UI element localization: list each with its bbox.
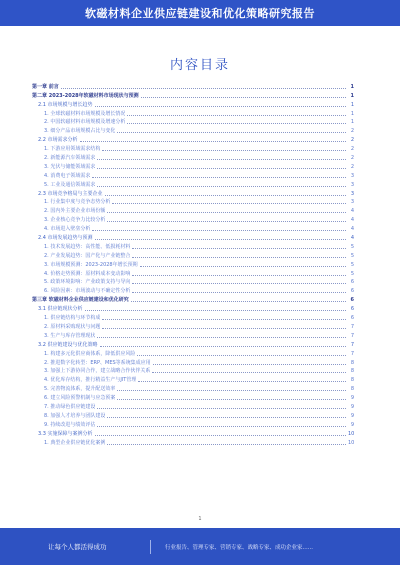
toc-entry-page: 5	[350, 243, 354, 250]
toc-entry[interactable]	[32, 153, 354, 162]
toc-leader-dots	[107, 417, 346, 418]
toc-entry[interactable]	[32, 189, 354, 198]
toc-entry-text: 2.1 市场规模与增长趋势	[38, 101, 93, 108]
toc-entry-page: 6	[350, 288, 354, 295]
header-bar	[0, 0, 400, 26]
footer-tagline: 行业报告、管理专家、营销专家、战略专家、成功企业家......	[165, 544, 313, 551]
toc-leader-dots	[140, 266, 346, 267]
toc-leader-dots	[97, 337, 346, 338]
toc-entry-text: 3. 光伏与储能领域需求	[44, 163, 96, 170]
toc-entry-text: 3.2 供应链建设与优化策略	[38, 341, 98, 348]
toc-entry-text: 4. 消费电子领域需求	[44, 172, 91, 179]
toc-entry[interactable]	[32, 233, 354, 242]
toc-entry[interactable]	[32, 215, 354, 224]
toc-entry[interactable]	[32, 118, 354, 127]
toc-entry-text: 第二章 2023-2028年软磁材料市场现状与预测	[32, 92, 139, 99]
toc-entry-text: 2. 中国软磁材料市场规模及增速分析	[44, 119, 126, 126]
toc-entry-text: 5. 工业及通信领域需求	[44, 181, 96, 188]
toc-entry[interactable]	[32, 135, 354, 144]
toc-entry-page: 6	[350, 315, 354, 322]
toc-entry-page: 5	[350, 261, 354, 268]
toc-entry-text: 2. 推进数字化转型：ERP、MES等系统集成应用	[44, 359, 151, 366]
toc-entry-page: 10	[348, 430, 354, 437]
toc-leader-dots	[138, 381, 346, 382]
toc-leader-dots	[105, 195, 346, 196]
toc-entry-page: 2	[350, 155, 354, 162]
toc-leader-dots	[95, 435, 346, 436]
toc-entry-text: 1. 全球软磁材料市场规模及增长情况	[44, 110, 126, 117]
toc-entry[interactable]	[32, 393, 354, 402]
toc-leader-dots	[80, 141, 346, 142]
toc-entry-page: 3	[350, 199, 354, 206]
toc-entry-text: 1. 供应链结构与环节构成	[44, 315, 101, 322]
toc-entry[interactable]	[32, 126, 354, 135]
toc-entry-text: 3. 企业核心竞争力比较分析	[44, 217, 106, 224]
toc-entry-text: 7. 推动绿色供应链建设	[44, 403, 96, 410]
toc-entry-text: 第三章 软磁材料企业供应链建设和优化研究	[32, 297, 129, 304]
toc-entry-text: 2. 产业发展趋势：国产化与产业链整合	[44, 252, 131, 259]
toc-entry-text: 3. 加强上下游协同合作，建立战略合作伙伴关系	[44, 368, 151, 375]
toc-entry-page: 7	[350, 323, 354, 330]
toc-leader-dots	[92, 177, 346, 178]
toc-entry-page: 2	[350, 163, 354, 170]
toc-leader-dots	[153, 364, 346, 365]
toc-leader-dots	[117, 399, 346, 400]
toc-entry[interactable]	[32, 286, 354, 295]
toc-entry-page: 8	[350, 368, 354, 375]
toc-entry-text: 3.3 实施保障与案例分析	[38, 430, 93, 437]
toc-leader-dots	[97, 168, 346, 169]
toc-entry[interactable]	[32, 340, 354, 349]
toc-entry[interactable]	[32, 91, 354, 100]
toc-entry[interactable]	[32, 242, 354, 251]
toc-entry-text: 3. 市场规模预测：2023-2028年增长预期	[44, 261, 138, 268]
toc-entry-text: 4. 市场进入壁垒分析	[44, 226, 91, 233]
toc-entry[interactable]	[32, 260, 354, 269]
toc-entry-text: 2. 国内外主要企业市场份额	[44, 208, 106, 215]
report-title: 软磁材料企业供应链建设和优化策略研究报告	[85, 7, 315, 20]
toc-entry[interactable]	[32, 402, 354, 411]
toc-entry-page: 4	[350, 217, 354, 224]
toc-entry[interactable]	[32, 349, 354, 358]
toc-entry-text: 4. 优化库存结构，推行精益生产与JIT管理	[44, 377, 137, 384]
toc-entry[interactable]	[32, 278, 354, 287]
toc-entry-text: 6. 建立风险预警机制与应急预案	[44, 395, 116, 402]
toc-entry-page: 6	[350, 306, 354, 313]
toc-entry[interactable]	[32, 82, 354, 91]
footer-slogan: 让每个人都活得成功	[48, 543, 107, 551]
toc-leader-dots	[127, 115, 346, 116]
toc-leader-dots	[117, 132, 346, 133]
toc-entry-text: 2. 新能源汽车领域需求	[44, 155, 96, 162]
toc-entry-page: 4	[350, 208, 354, 215]
toc-entry[interactable]	[32, 331, 354, 340]
toc-entry-page: 5	[350, 270, 354, 277]
toc-leader-dots	[95, 106, 346, 107]
toc-entry-page: 8	[350, 386, 354, 393]
toc-entry-text: 1. 技术发展趋势：高性能、低损耗材料	[44, 243, 131, 250]
toc-entry[interactable]	[32, 375, 354, 384]
toc-leader-dots	[92, 230, 346, 231]
toc-entry-page: 5	[350, 252, 354, 259]
toc-entry[interactable]	[32, 384, 354, 393]
toc-entry-page: 1	[350, 101, 354, 108]
toc-entry[interactable]	[32, 358, 354, 367]
toc-leader-dots	[152, 372, 346, 373]
toc-entry-page: 7	[350, 341, 354, 348]
toc-leader-dots	[107, 444, 346, 445]
toc-entry[interactable]	[32, 224, 354, 233]
toc-entry-page: 7	[350, 350, 354, 357]
toc-leader-dots	[97, 426, 346, 427]
toc-entry-text: 2.3 市场竞争格局与主要企业	[38, 190, 103, 197]
toc-entry[interactable]	[32, 438, 354, 447]
toc-entry-text: 3.1 供应链现状分析	[38, 306, 83, 313]
toc-entry-text: 1. 典型企业供应链优化案例	[44, 439, 106, 446]
toc-entry-text: 第一章 前言	[32, 83, 59, 90]
toc-entry[interactable]	[32, 420, 354, 429]
table-of-contents	[32, 82, 354, 527]
toc-entry[interactable]	[32, 206, 354, 215]
toc-leader-dots	[132, 275, 346, 276]
toc-leader-dots	[112, 203, 346, 204]
toc-entry[interactable]	[32, 269, 354, 278]
toc-leader-dots	[132, 257, 346, 258]
toc-entry-page: 2	[350, 146, 354, 153]
toc-entry-text: 5. 完善物流体系，提升配送效率	[44, 386, 116, 393]
toc-leader-dots	[100, 346, 346, 347]
toc-leader-dots	[102, 319, 346, 320]
toc-entry-page: 3	[350, 172, 354, 179]
toc-entry-page: 9	[350, 421, 354, 428]
toc-entry[interactable]	[32, 198, 354, 207]
toc-leader-dots	[97, 159, 346, 160]
toc-entry[interactable]	[32, 251, 354, 260]
toc-entry-page: 9	[350, 395, 354, 402]
toc-entry[interactable]	[32, 322, 354, 331]
toc-entry[interactable]	[32, 367, 354, 376]
toc-entry[interactable]	[32, 304, 354, 313]
toc-entry-page: 6	[350, 297, 354, 304]
toc-entry-page: 1	[350, 119, 354, 126]
toc-entry-page: 9	[350, 403, 354, 410]
toc-entry-text: 5. 政策环境影响：产业政策支持与导向	[44, 279, 131, 286]
toc-entry-page: 4	[350, 226, 354, 233]
toc-leader-dots	[61, 88, 346, 89]
toc-entry[interactable]	[32, 411, 354, 420]
toc-entry-text: 1. 行业集中度与竞争态势分析	[44, 199, 111, 206]
toc-entry-text: 9. 持续改进与绩效评估	[44, 421, 96, 428]
toc-leader-dots	[117, 390, 346, 391]
toc-heading: 内容目录	[169, 58, 230, 73]
toc-entry-text: 2.4 市场发展趋势与预测	[38, 235, 93, 242]
toc-leader-dots	[102, 150, 346, 151]
toc-entry[interactable]	[32, 144, 354, 153]
toc-entry-text: 3. 细分产品市场规模占比与变化	[44, 128, 116, 135]
toc-entry-text: 1. 下游应用领域需求结构	[44, 146, 101, 153]
toc-entry[interactable]	[32, 109, 354, 118]
footer-bar	[0, 528, 400, 565]
toc-entry[interactable]	[32, 162, 354, 171]
toc-leader-dots	[95, 239, 346, 240]
toc-leader-dots	[107, 221, 346, 222]
toc-entry-text: 3. 生产与库存管理现状	[44, 332, 96, 339]
page-number: 1	[198, 516, 202, 522]
toc-entry-page: 4	[350, 235, 354, 242]
toc-entry[interactable]	[32, 429, 354, 438]
toc-leader-dots	[141, 97, 346, 98]
toc-entry-page: 7	[350, 332, 354, 339]
toc-entry-page: 8	[350, 377, 354, 384]
toc-leader-dots	[97, 186, 346, 187]
toc-leader-dots	[132, 283, 346, 284]
toc-entry-text: 4. 价格走势预测：原材料成本变动影响	[44, 270, 131, 277]
toc-leader-dots	[132, 292, 346, 293]
toc-leader-dots	[85, 310, 346, 311]
toc-entry-page: 1	[350, 92, 354, 99]
toc-entry-page: 2	[350, 128, 354, 135]
toc-entry-page: 9	[350, 412, 354, 419]
toc-entry[interactable]	[32, 171, 354, 180]
toc-entry-page: 3	[350, 190, 354, 197]
toc-leader-dots	[107, 212, 346, 213]
toc-leader-dots	[102, 328, 346, 329]
toc-leader-dots	[132, 248, 346, 249]
toc-leader-dots	[97, 408, 346, 409]
toc-entry-page: 8	[350, 359, 354, 366]
toc-entry-page: 2	[350, 137, 354, 144]
toc-entry-page: 1	[350, 110, 354, 117]
toc-entry[interactable]	[32, 100, 354, 109]
toc-entry-text: 8. 加强人才培养与团队建设	[44, 412, 106, 419]
toc-leader-dots	[127, 123, 346, 124]
toc-entry[interactable]	[32, 313, 354, 322]
toc-leader-dots	[131, 301, 346, 302]
toc-entry[interactable]	[32, 180, 354, 189]
toc-entry-text: 1. 构建多元化供应商体系，降低供应风险	[44, 350, 136, 357]
toc-leader-dots	[137, 355, 346, 356]
toc-entry-page: 6	[350, 279, 354, 286]
toc-entry[interactable]	[32, 295, 354, 304]
toc-entry-text: 2.2 市场需求分析	[38, 137, 78, 144]
toc-entry-page: 1	[350, 83, 354, 90]
toc-entry-text: 2. 原材料采购现状与问题	[44, 323, 101, 330]
toc-entry-page: 10	[348, 439, 354, 446]
toc-entry-text: 6. 风险因素：市场波动与不确定性分析	[44, 288, 131, 295]
toc-entry-page: 3	[350, 181, 354, 188]
